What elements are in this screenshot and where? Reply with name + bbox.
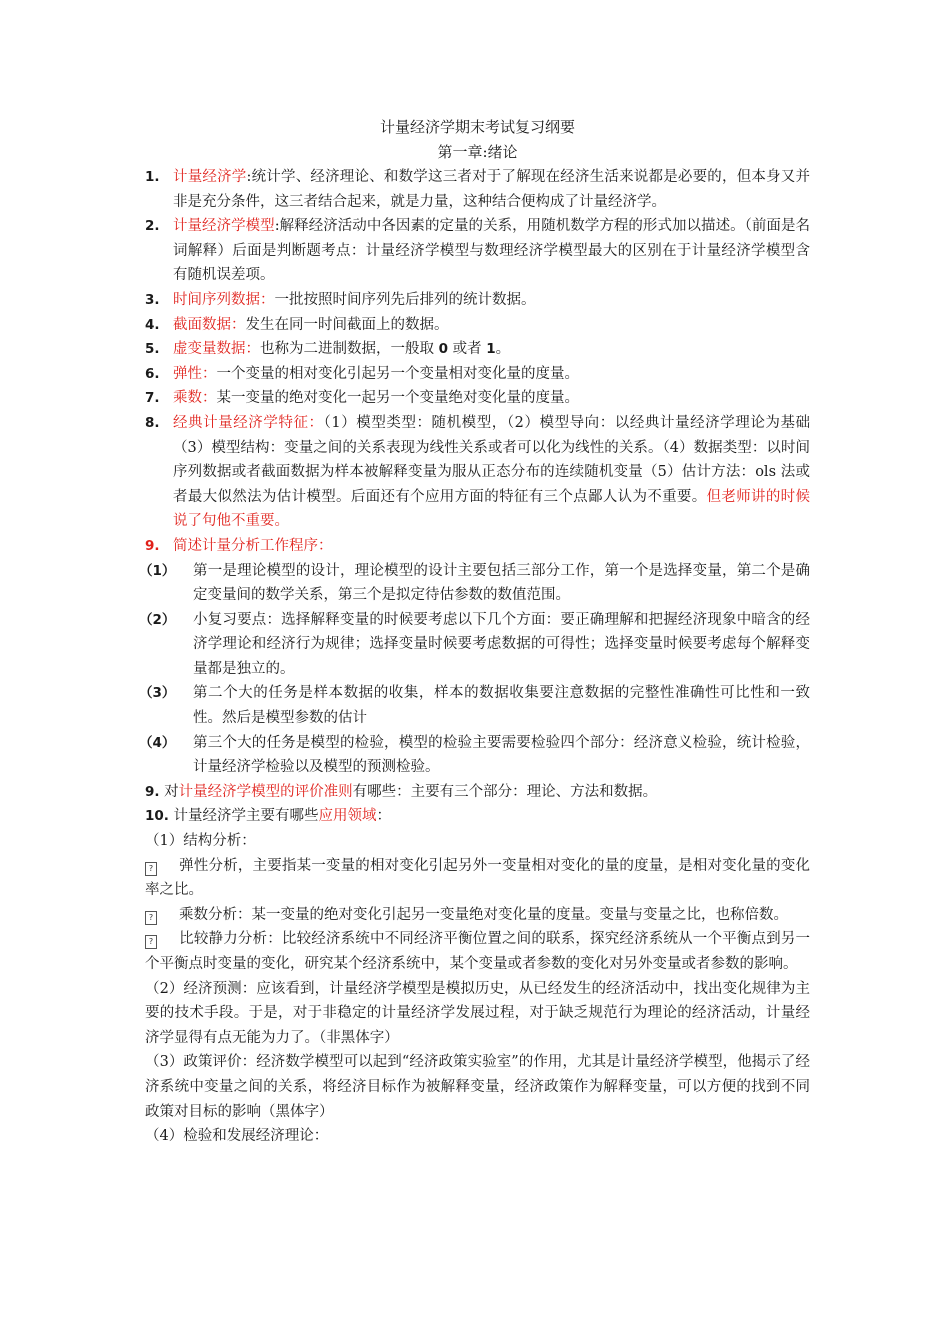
term: 简述计量分析工作程序 — [173, 537, 318, 554]
term: 乘数 — [173, 390, 202, 407]
step-number: （1） — [139, 562, 176, 579]
list-item — [145, 313, 810, 338]
term-separator: ： — [202, 390, 217, 407]
term-separator: ： — [231, 316, 246, 333]
evaluation-criteria — [145, 780, 810, 805]
definition: 解释经济活动中各因素的定量的关系，用随机数学方程的形式加以描述。（前面是名词解释）后面是判断题考点：计量经济学模型与数理经济学模型最大的区别在于计量经济学模型含有随机误差项。 — [173, 218, 810, 284]
definition: 一个变量的相对变化引起另一个变量相对变化量的度量。 — [216, 365, 579, 382]
term: 计量经济学模型 — [173, 218, 275, 235]
definition: 一批按照时间序列先后排列的统计数据。 — [274, 291, 536, 308]
step-number: （2） — [139, 611, 176, 628]
term-separator: ： — [376, 808, 392, 825]
step-number: （3） — [139, 685, 176, 702]
step-item — [137, 681, 810, 730]
item-number: 2. — [145, 218, 160, 235]
term-separator: ： — [318, 537, 333, 554]
item-text — [173, 362, 810, 387]
term-separator: ： — [245, 341, 260, 358]
definition: 也称为二进制数据，一般取 — [260, 341, 439, 358]
bullet-icon: ? — [145, 911, 157, 925]
bullet-icon: ? — [145, 862, 157, 876]
list-item — [145, 534, 810, 559]
step-number: （4） — [139, 734, 176, 751]
list-item — [145, 362, 810, 387]
teacher-note: 但老师讲的时候说了句他不重要。 — [173, 488, 811, 530]
list-item — [145, 386, 810, 411]
list-item — [145, 214, 810, 288]
policy-evaluation: （3）政策评价：经济数学模型可以起到“经济政策实验室”的作用，尤其是计量经济学模型，他揭示了经济系统中变量之间的关系，将经济目标作为被解释变量，经济政策作为解释变量，可以方便的找到不同政策对目标的影响（黑体字） — [145, 1054, 810, 1120]
step-text: 第一是理论模型的设计，理论模型的设计主要包括三部分工作，第一个是选择变量，第二个是确定变量间的数学关系，第三个是拟定待估参数的数值范围。 — [193, 562, 810, 604]
item-number: 1. — [145, 169, 160, 185]
bullet-multiplier — [145, 903, 810, 928]
definition: 发生在同一时间截面上的数据。 — [245, 316, 449, 333]
step-text: 小复习要点：选择解释变量的时候要考虑以下几个方面：要正确理解和把握经济现象中暗含的经济学理论和经济行为规律；选择变量时候要考虑数据的可得性；选择变量时候要考虑每个解释变量都是独立的。 — [193, 611, 810, 677]
definition-end: 。 — [495, 341, 511, 358]
bullet-comparative-statics — [145, 927, 810, 976]
item-number: 8. — [145, 414, 160, 431]
chapter-title: 第一章:绪论 — [437, 143, 518, 161]
item-text — [173, 313, 810, 338]
term: 弹性 — [173, 365, 202, 382]
definition: （1）模型类型：随机模型，（2）模型导向：以经典计量经济学理论为基础（3）模型结构：变量之间的关系表现为线性关系或者可以化为线性的关系。（4）数据类型：以时间序列数据或者截面数据为样本被解释变量为服从正态分布的连续随机变量（5）估计方法：ols 法或者最大似然法为估计模型。后面还有个应用方面的特征有三个点鄙人认为不重要。 — [173, 414, 811, 505]
list-item — [145, 337, 810, 362]
definition: 有哪些：主要有三个部分：理论、方法和数据。 — [352, 783, 658, 800]
step-text: 第三个大的任务是模型的检验，模型的检验主要需要检验四个部分：经济意义检验，统计检验，计量经济学检验以及模型的预测检验。 — [193, 734, 810, 776]
bullet-elasticity — [145, 854, 810, 903]
item-number: 5. — [145, 341, 160, 358]
term: 计量经济学 — [173, 169, 247, 185]
item-text — [173, 386, 810, 411]
term-separator: ： — [202, 365, 217, 382]
prefix: 对 — [164, 783, 179, 800]
item-number: 10. — [145, 808, 169, 825]
item-number: 9. — [145, 783, 160, 800]
item-text — [173, 337, 810, 362]
item-number: 6. — [145, 365, 160, 382]
definition: 某一变量的绝对变化一起另一个变量绝对变化量的度量。 — [216, 390, 579, 407]
term: 计量经济学模型的评价准则 — [178, 783, 353, 800]
list-item — [145, 288, 810, 313]
item-text — [173, 288, 810, 313]
step-text: 第二个大的任务是样本数据的收集，样本的数据收集要注意数据的完整性准确性可比性和一致性。然后是模型参数的估计 — [193, 685, 810, 727]
term-separator: ： — [308, 414, 324, 431]
step-item — [137, 731, 810, 780]
list-item — [145, 165, 810, 214]
bullet-text: 乘数分析：某一变量的绝对变化引起另一变量绝对变化量的度量。变量与变量之比，也称倍数。 — [179, 906, 788, 923]
term: 应用领域 — [318, 808, 377, 825]
item-number: 3. — [145, 291, 160, 308]
list-item — [145, 411, 810, 534]
bullet-text: 比较静力分析：比较经济系统中不同经济平衡位置之间的联系，探究经济系统从一个平衡点到另一个平衡点时变量的变化，研究某个经济系统中，某个变量或者参数的变化对另外变量或者参数的影响。 — [145, 931, 810, 972]
term-separator: ： — [260, 291, 275, 308]
term-separator: : — [274, 218, 280, 235]
term: 截面数据 — [173, 316, 231, 333]
document-page — [139, 115, 811, 1149]
prefix: 计量经济学主要有哪些 — [173, 808, 319, 825]
step-item — [137, 608, 810, 682]
theory-verification: （4）检验和发展经济理论： — [145, 1128, 329, 1145]
definition: 统计学、经济理论、和数学这三者对于了解现在经济生活来说都是必要的，但本身又并非是充分条件，这三者结合起来，就是力量，这种结合便构成了计量经济学。 — [173, 169, 811, 210]
item-text — [173, 534, 810, 559]
item-text — [173, 214, 810, 288]
item-text — [173, 165, 810, 214]
structure-analysis-heading: （1）结构分析： — [145, 833, 256, 850]
term: 时间序列数据 — [173, 291, 260, 308]
bullet-text: 弹性分析，主要指某一变量的相对变化引起另外一变量相对变化的量的度量，是相对变化量的变化率之比。 — [145, 857, 810, 899]
term: 经典计量经济学特征 — [173, 414, 309, 431]
economic-forecast: （2）经济预测：应该看到，计量经济学模型是模拟历史，从已经发生的经济活动中，找出变化规律为主要的技术手段。于是，对于非稳定的计量经济学发展过程，对于缺乏规范行为理论的经济活动，计量经济学显得有点无能为力了。（非黑体字） — [145, 980, 810, 1046]
value-one: 1 — [486, 341, 496, 358]
item-number: 4. — [145, 316, 160, 333]
item-number: 9. — [145, 537, 160, 554]
term-separator: : — [246, 169, 252, 185]
item-text — [173, 411, 810, 534]
bullet-icon: ? — [145, 935, 157, 949]
term: 虚变量数据 — [173, 341, 246, 358]
step-item — [137, 559, 810, 608]
document-title: 计量经济学期末考试复习纲要 — [379, 118, 575, 136]
item-number: 7. — [145, 390, 160, 407]
value-zero: 0 — [438, 341, 449, 358]
application-fields — [145, 804, 810, 829]
definition-part: 或者 — [448, 341, 487, 358]
